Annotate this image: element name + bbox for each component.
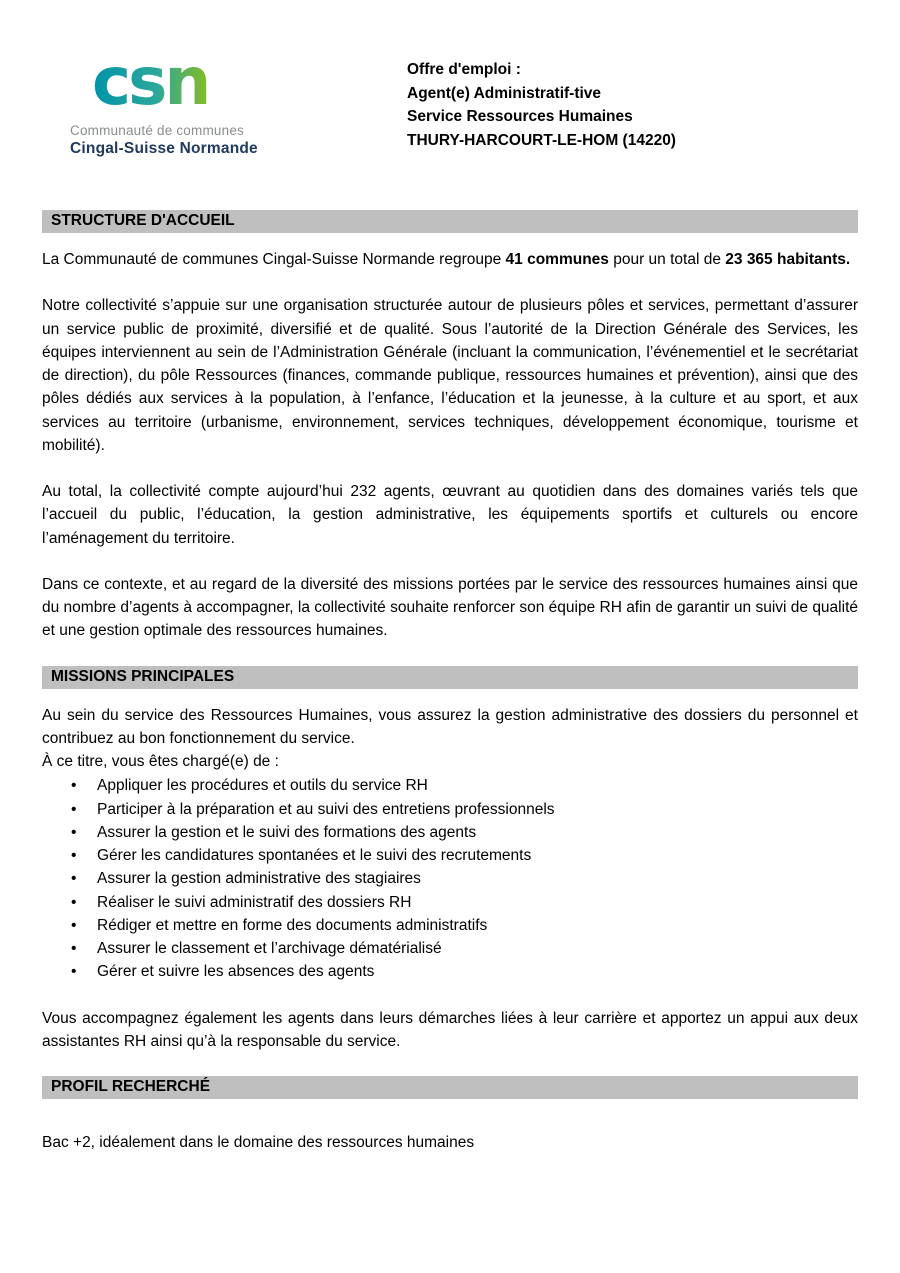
paragraph-structure-3: Au total, la collectivité compte aujourd’hui 232 agents, œuvrant au quotidien dans des domaines variés tels que l’accueil du public, l’éducation, la gestion administrative, les équipements sportifs et culturels ou encore l’aménagement du territoire. <box>42 483 858 547</box>
section-missions-principales <box>42 666 858 1054</box>
missions-bullet-list <box>42 774 858 983</box>
offer-header-line-2: Agent(e) Administratif-tive <box>407 84 602 102</box>
logo-org-type: Communauté de communes <box>70 123 244 138</box>
list-item: • Participer à la préparation et au suivi des entretiens professionnels <box>42 798 858 821</box>
list-item: • Rédiger et mettre en forme des documents administratifs <box>42 914 858 937</box>
list-item: • Assurer le classement et l’archivage dématérialisé <box>42 937 858 960</box>
text-segment: pour un total de <box>608 251 726 268</box>
paragraph-missions-intro: Au sein du service des Ressources Humaines, vous assurez la gestion administrative des dossiers du personnel et contribuez au bon fonctionnement du service. <box>42 706 858 747</box>
list-item: • Gérer les candidatures spontanées et le suivi des recrutements <box>42 844 858 867</box>
csn-logo-text: csn <box>92 43 209 118</box>
section-heading-missions: MISSIONS PRINCIPALES <box>42 666 858 689</box>
section-heading-profil: PROFIL RECHERCHÉ <box>42 1076 858 1099</box>
text-segment: La Communauté de communes Cingal-Suisse Normande regroupe <box>42 251 506 268</box>
paragraph-structure-2: Notre collectivité s’appuie sur une organisation structurée autour de plusieurs pôles et services, permettant d’assurer un service public de proximité, diversifié et de qualité. Sous l’autorité de la Direction Générale des Services, les équipes interviennent au sein de l’Administration Générale (incluant la communication, l’événementiel et le secrétariat de direction), du pôle Ressources (finances, commande publique, ressources humaines et prévention), ainsi que des pôles dédiés aux services à la population, à l’enfance, l’éducation et la jeunesse, à la culture et au sport, et aux services au territoire (urbanisme, environnement, services techniques, développement économique, tourisme et mobilité). <box>42 297 858 454</box>
list-item: • Assurer la gestion administrative des stagiaires <box>42 867 858 890</box>
text-segment-bold: 23 365 habitants. <box>725 251 851 268</box>
offer-header-line-1: Offre d'emploi : <box>407 61 521 78</box>
offer-header-line-4: THURY-HARCOURT-LE-HOM (14220) <box>407 131 676 149</box>
text-segment-bold: 41 communes <box>505 251 609 268</box>
section-heading-structure: STRUCTURE D'ACCUEIL <box>42 210 858 233</box>
list-item: • Réaliser le suivi administratif des dossiers RH <box>42 891 858 914</box>
paragraph-structure-4: Dans ce contexte, et au regard de la diversité des missions portées par le service des ressources humaines ainsi que du nombre d’agents à accompagner, la collectivité souhaite renforcer son équipe RH afin de garantir un suivi de qualité et une gestion optimale des ressources humaines. <box>42 575 858 640</box>
paragraph-profil-1: Bac +2, idéalement dans le domaine des ressources humaines <box>42 1134 475 1151</box>
list-item: • Appliquer les procédures et outils du service RH <box>42 774 858 797</box>
section-structure-accueil <box>42 210 858 643</box>
section-profil-recherche <box>42 1076 858 1154</box>
paragraph-structure-1 <box>42 248 858 271</box>
paragraph-missions-outro: Vous accompagnez également les agents dans leurs démarches liées à leur carrière et apportez un appui aux deux assistantes RH ainsi qu’à la responsable du service. <box>42 1009 858 1050</box>
csn-logo-icon <box>70 42 365 118</box>
list-item: • Gérer et suivre les absences des agents <box>42 960 858 983</box>
paragraph-missions-intro-2: À ce titre, vous êtes chargé(e) de : <box>42 753 279 770</box>
offer-header-line-3: Service Ressources Humaines <box>407 108 633 126</box>
csn-logo <box>42 38 365 158</box>
logo-org-name: Cingal-Suisse Normande <box>70 140 258 157</box>
job-offer-header <box>407 58 676 152</box>
document-header <box>42 38 858 174</box>
list-item: • Assurer la gestion et le suivi des formations des agents <box>42 821 858 844</box>
